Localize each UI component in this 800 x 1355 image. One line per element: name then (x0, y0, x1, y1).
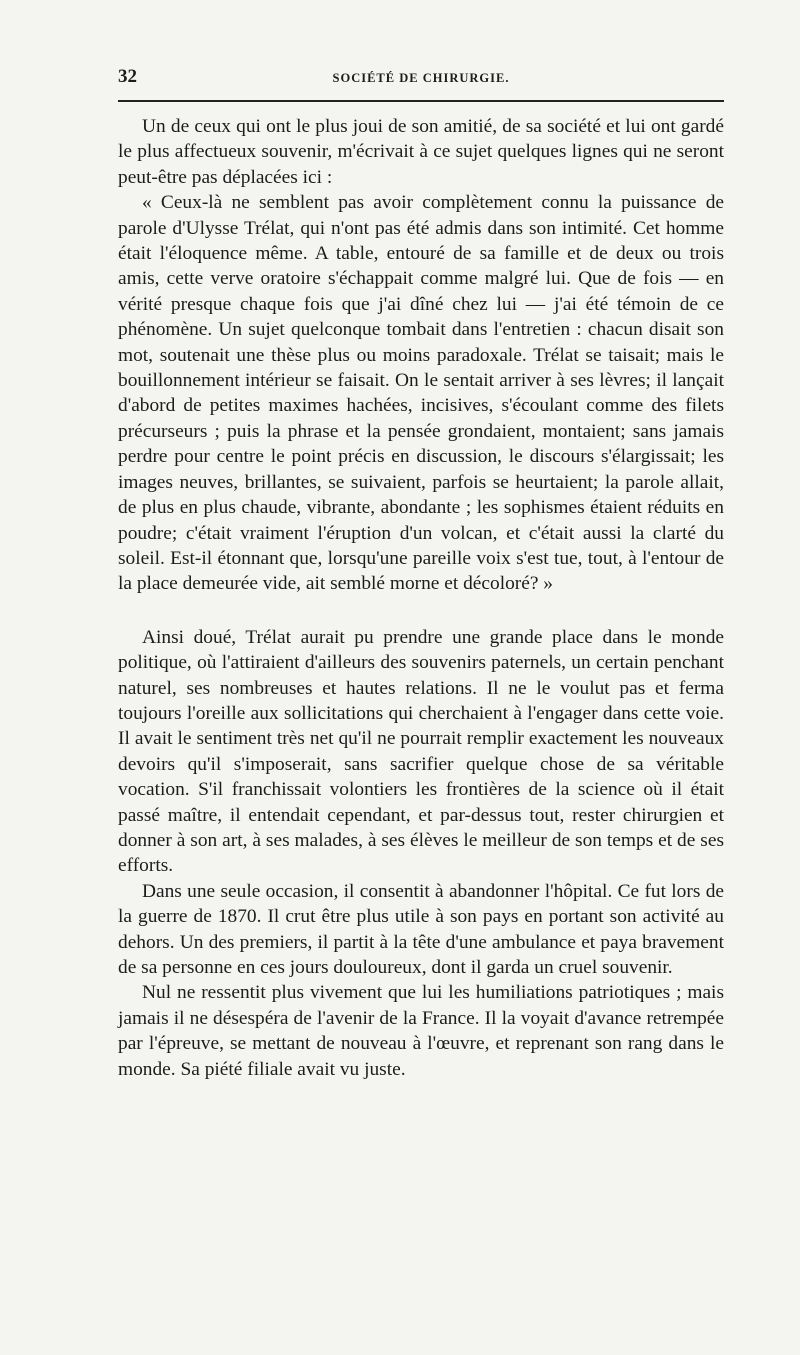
page-header (118, 66, 724, 96)
header-rule (118, 100, 724, 102)
paragraph-intro: Un de ceux qui ont le plus joui de son amitié, de sa société et lui ont gardé le plus affectueux souvenir, m'écrivait à ce sujet quelques lignes qui ne seront peut-être pas déplacées ici : (118, 116, 724, 188)
section-gap (118, 597, 724, 625)
paragraph-quotation: « Ceux-là ne semblent pas avoir complètement connu la puissance de parole d'Ulysse Trélat, qui n'ont pas été admis dans son intimité. Cet homme était l'éloquence même. A table, entouré de sa famille et de deux ou trois amis, cette verve oratoire s'échappait comme malgré lui. Que de fois — en vérité presque chaque fois que j'ai dîné chez lui — j'ai été témoin de ce phénomène. Un sujet quelconque tombait dans l'entretien : chacun disait son mot, soutenait une thèse plus ou moins paradoxale. Trélat se taisait; mais le bouillonnement intérieur se faisait. On le sentait arriver à ses lèvres; il lançait d'abord de petites maximes hachées, incisives, s'écoulant comme des filets précurseurs ; puis la phrase et la pensée grondaient, montaient; sans jamais perdre pour centre le point précis en discussion, le discours s'élargissait; les images neuves, brillantes, se suivaient, parfois se heurtaient; la parole allait, de plus en plus chaude, vibrante, abondante ; les sophismes étaient réduits en poudre; c'était vraiment l'éruption d'un volcan, et c'était aussi la clarté du soleil. Est-il étonnant que, lorsqu'une pareille voix s'est tue, tout, à l'entour de la place demeurée vide, ait semblé morne et décoloré? » (118, 192, 724, 595)
page-number: 32 (118, 66, 137, 87)
paragraph-patriotism: Nul ne ressentit plus vivement que lui les humiliations patriotiques ; mais jamais il ne désespéra de l'avenir de la France. Il la voyait d'avance retrempée par l'épreuve, se mettant de nouveau à l'œuvre, et reprenant son rang dans le monde. Sa piété filiale avait vu juste. (118, 982, 724, 1080)
paragraph-war-1870: Dans une seule occasion, il consentit à abandonner l'hôpital. Ce fut lors de la guerre de 1870. Il crut être plus utile à son pays en portant son activité au dehors. Un des premiers, il partit à la tête d'une ambulance et paya bravement de sa personne en ces jours douloureux, dont il garda un cruel souvenir. (118, 880, 724, 978)
body-text (118, 114, 724, 1082)
paragraph-politics: Ainsi doué, Trélat aurait pu prendre une grande place dans le monde politique, où l'attiraient d'ailleurs des souvenirs paternels, un certain penchant naturel, ses nombreuses et hautes relations. Il ne le voulut pas et ferma toujours l'oreille aux sollicitations qui cherchaient à l'engager dans cette voie. Il avait le sentiment très net qu'il ne pourrait remplir exactement les nouveaux devoirs qu'il s'imposerait, sans sacrifier quelque chose de sa véritable vocation. S'il franchissait volontiers les frontières de la science où il était passé maître, il entendait cependant, et par-dessus tout, rester chirurgien et donner à son art, à ses malades, à ses élèves le meilleur de son temps et de ses efforts. (118, 626, 724, 877)
running-head: SOCIÉTÉ DE CHIRURGIE. (332, 71, 510, 85)
